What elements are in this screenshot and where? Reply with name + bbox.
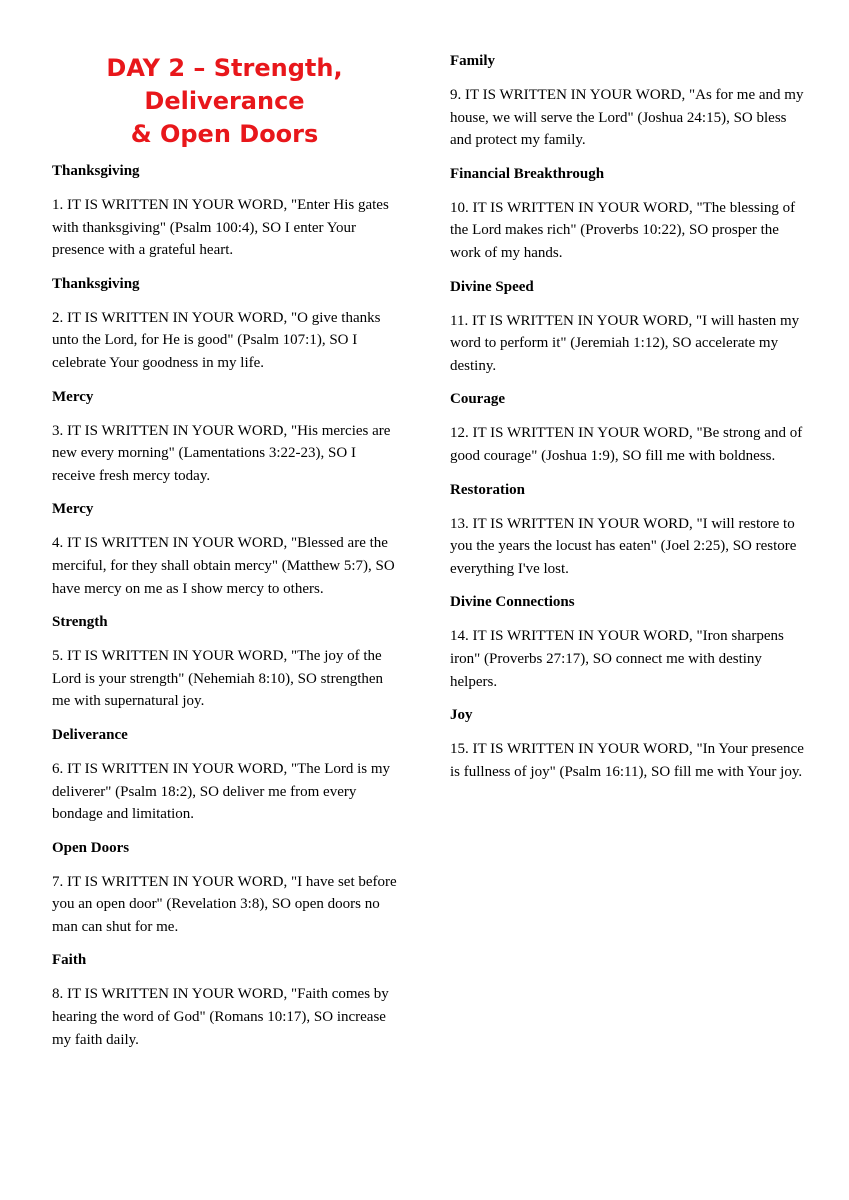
entry-14 [450,591,810,693]
entry-text: 3. IT IS WRITTEN IN YOUR WORD, "His mercies are new every morning" (Lamentations 3:22-23), SO I receive fresh mercy today. [52,422,391,484]
page-title [52,52,397,151]
entry-text: 1. IT IS WRITTEN IN YOUR WORD, "Enter His gates with thanksgiving" (Psalm 100:4), SO I enter Your presence with a grateful heart. [52,197,389,259]
entry-1 [52,160,402,262]
entry-heading: Open Doors [52,839,130,856]
entry-7 [52,837,402,939]
entry-heading: Courage [450,391,505,408]
entry-heading: Divine Speed [450,278,534,295]
entry-12 [450,388,810,467]
entry-5 [52,611,402,713]
entry-text: 6. IT IS WRITTEN IN YOUR WORD, "The Lord is my deliverer" (Psalm 18:2), SO deliver me from every bondage and limitation. [52,760,391,823]
entry-heading: Family [450,53,495,69]
entry-text: 11. IT IS WRITTEN IN YOUR WORD, "I will hasten my word to perform it" (Jeremiah 1:12), SO accelerate my destiny. [450,312,800,374]
entry-heading: Thanksgiving [52,163,140,179]
entries-list-right [450,50,810,794]
entry-text: 12. IT IS WRITTEN IN YOUR WORD, "Be strong and of good courage" (Joshua 1:9), SO fill me with boldness. [450,425,803,464]
entries-list-left [52,160,402,1062]
entry-heading: Joy [450,707,473,724]
entry-15 [450,704,810,783]
entry-6 [52,724,402,826]
entry-heading: Thanksgiving [52,275,140,292]
entry-text: 8. IT IS WRITTEN IN YOUR WORD, "Faith comes by hearing the word of God" (Romans 10:17), SO increase my faith daily. [52,986,389,1048]
entry-heading: Divine Connections [450,594,575,611]
entry-text: 9. IT IS WRITTEN IN YOUR WORD, "As for me and my house, we will serve the Lord" (Joshua 24:15), SO bless and protect my family. [450,87,804,149]
entry-text: 13. IT IS WRITTEN IN YOUR WORD, "I will restore to you the years the locust has eaten" (Joel 2:25), SO restore everything I've lost. [450,515,797,577]
entry-heading: Faith [52,952,87,969]
entry-text: 5. IT IS WRITTEN IN YOUR WORD, "The joy of the Lord is your strength" (Nehemiah 8:10), SO strengthen me with supernatural joy. [52,648,384,710]
entry-heading: Financial Breakthrough [450,165,605,182]
entry-heading: Mercy [52,388,94,405]
entry-text: 10. IT IS WRITTEN IN YOUR WORD, "The blessing of the Lord makes rich" (Proverbs 10:22), SO prosper the work of my hands. [450,199,796,261]
entry-text: 2. IT IS WRITTEN IN YOUR WORD, "O give thanks unto the Lord, for He is good" (Psalm 107:1), SO I celebrate Your goodness in my life. [52,309,381,371]
entry-3 [52,386,402,488]
entry-4 [52,498,402,600]
entry-text: 15. IT IS WRITTEN IN YOUR WORD, "In Your presence is fullness of joy" (Psalm 16:11), SO fill me with Your joy. [450,741,804,780]
entry-heading: Strength [52,614,108,631]
entry-text: 14. IT IS WRITTEN IN YOUR WORD, "Iron sharpens iron" (Proverbs 27:17), SO connect me with destiny helpers. [450,628,784,690]
entry-heading: Deliverance [52,726,128,743]
entry-13 [450,479,810,581]
title-line-1: DAY 2 – Strength, Deliverance [106,54,343,115]
title-line-2: & Open Doors [130,120,319,148]
entry-8 [52,949,402,1051]
entry-heading: Mercy [52,501,94,518]
entry-2 [52,273,402,375]
entry-9 [450,50,810,152]
entry-text: 4. IT IS WRITTEN IN YOUR WORD, "Blessed are the merciful, for they shall obtain mercy" (Matthew 5:7), SO have mercy on me as I show mercy to others. [52,535,395,597]
entry-heading: Restoration [450,481,525,498]
entry-10 [450,163,810,265]
entry-11 [450,276,810,378]
entry-text: 7. IT IS WRITTEN IN YOUR WORD, "I have set before you an open door" (Revelation 3:8), SO open doors no man can shut for me. [52,873,397,935]
